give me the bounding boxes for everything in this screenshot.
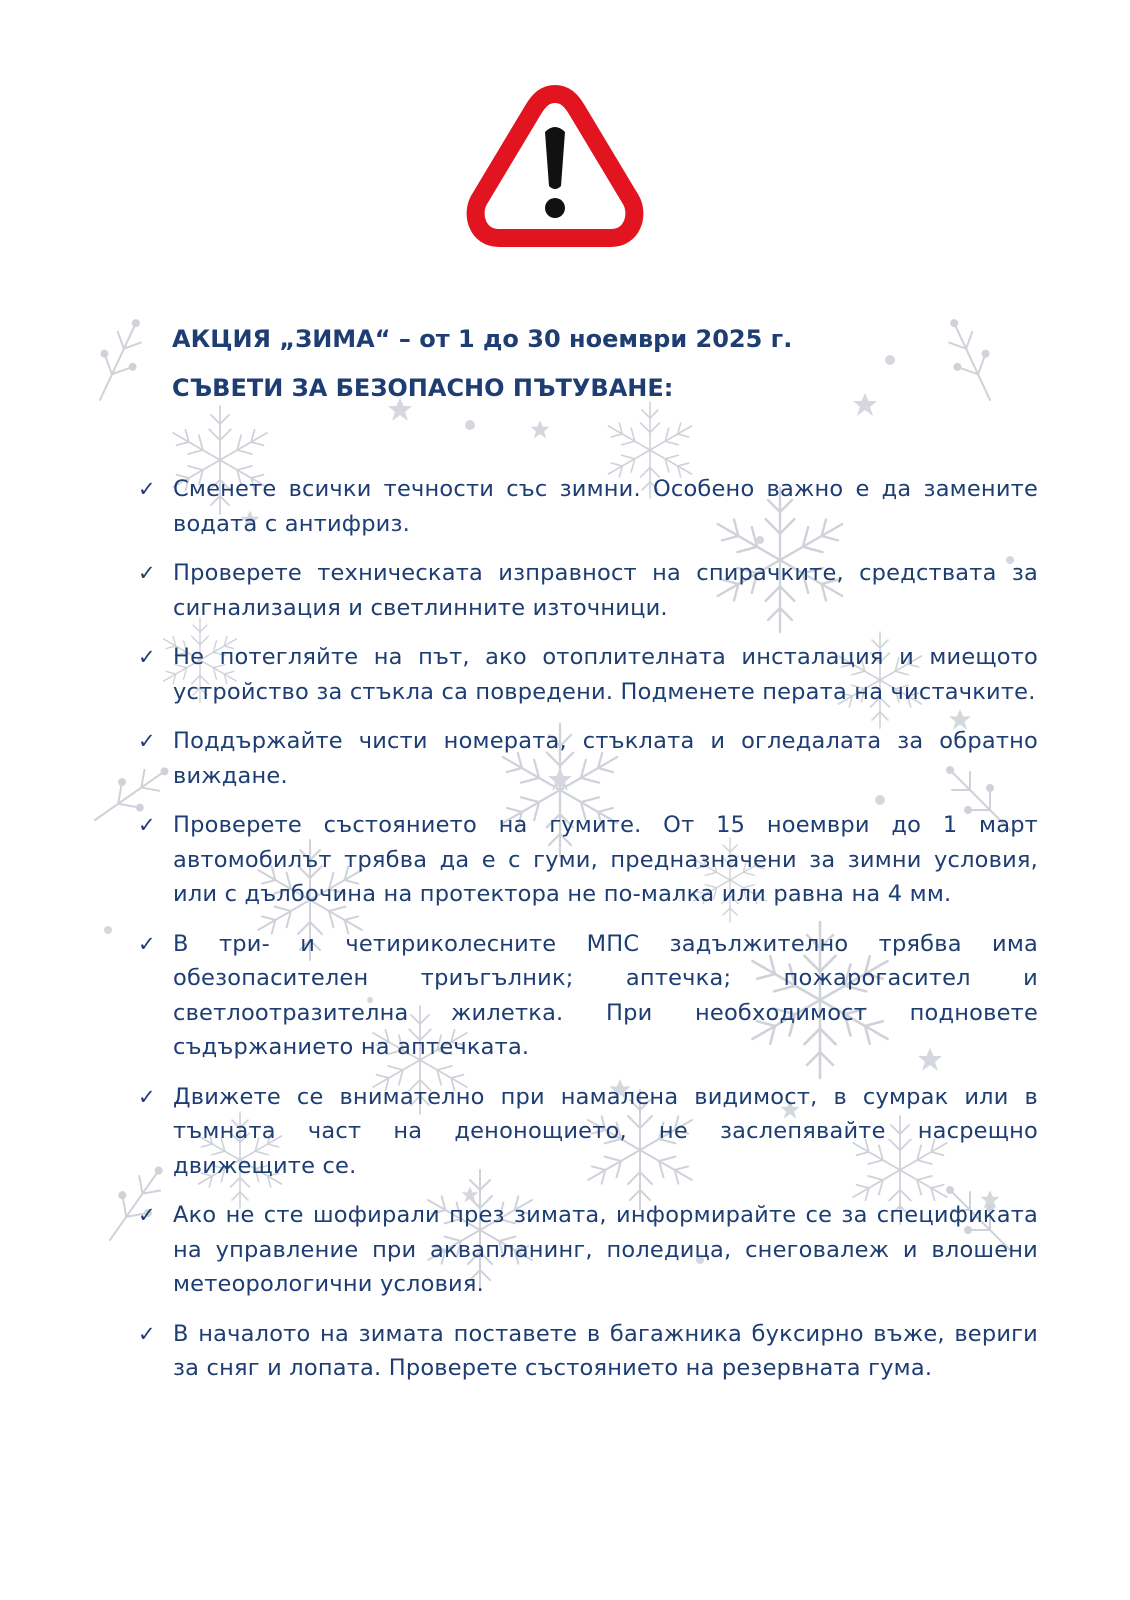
tip-item [138,472,1038,541]
tip-item [138,927,1038,1065]
tip-text: Не потегляйте на път, ако отоплителната инсталация и миещото устройство за стъкла са повредени. Подменете перата на чистачките. [173,644,1038,705]
tip-text: В три- и четириколесните МПС задължително трябва има обезопасителен триъгълник; аптечка; пожарогасител и светлоотразителна жилетка. При необходимост подновете съдържанието на аптечката. [173,930,1038,1060]
tip-text: Движете се внимателно при намалена видимост, в сумрак или в тъмната част на денонощието, не заслепявайте насрещно движещите се. [173,1083,1038,1179]
tip-item [138,556,1038,625]
tip-item [138,724,1038,793]
tip-item [138,640,1038,709]
check-icon: ✓ [138,931,156,956]
check-icon: ✓ [138,1321,156,1346]
tip-item [138,808,1038,912]
warning-triangle-icon [465,80,645,255]
tip-text: Проверете състоянието на гумите. От 15 ноември до 1 март автомобилът трябва да е с гуми, предназначени за зимни условия, или с дълбочина на протектора не по-малка или равна на 4 мм. [173,812,1038,907]
tip-text: Проверете техническата изправност на спирачките, средствата за сигнализация и светлинните източници. [173,560,1038,621]
tip-item [138,1198,1038,1302]
tip-text: Ако не сте шофирали през зимата, информирайте се за спецификата на управление при аквапланинг, поледица, снеговалеж и влошени метеорологични условия. [173,1202,1038,1297]
check-icon: ✓ [138,729,156,753]
tip-text: Сменете всички течности със зимни. Особено важно е да замените водата с антифриз. [173,476,1038,537]
check-icon: ✓ [138,477,156,501]
campaign-title: АКЦИЯ „ЗИМА“ – от 1 до 30 ноември 2025 г. [172,325,793,353]
check-icon: ✓ [138,813,156,837]
check-icon: ✓ [138,645,156,669]
check-icon: ✓ [138,1203,156,1227]
safety-tips-title: СЪВЕТИ ЗА БЕЗОПАСНО ПЪТУВАНЕ: [172,374,674,402]
check-icon: ✓ [138,1084,156,1109]
safety-tips-list [138,472,1038,1401]
tip-text: Поддържайте чисти номерата, стъклата и огледалата за обратно виждане. [173,728,1038,789]
check-icon: ✓ [138,561,156,585]
tip-text: В началото на зимата поставете в багажника буксирно въже, вериги за сняг и лопата. Проверете състоянието на резервната гума. [173,1320,1038,1381]
tip-item [138,1080,1038,1184]
tip-item [138,1317,1038,1386]
